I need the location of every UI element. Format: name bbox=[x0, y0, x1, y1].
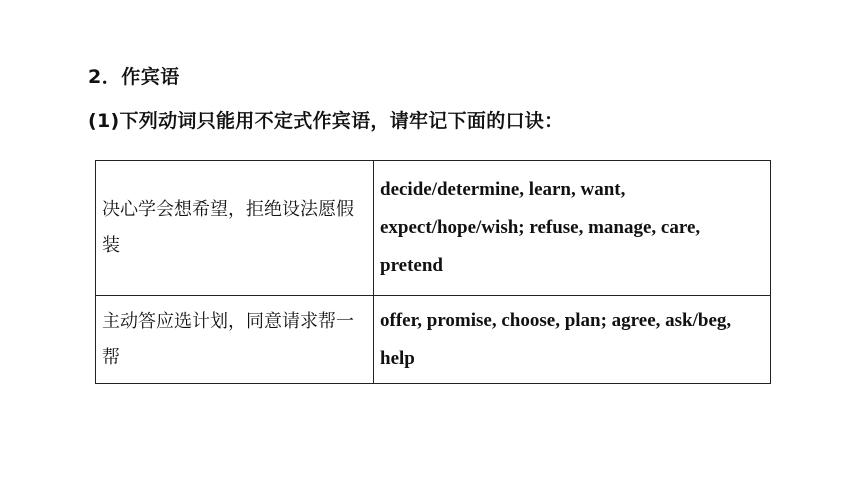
section-heading: 2．作宾语 bbox=[88, 66, 180, 88]
verb-mnemonic-table bbox=[95, 160, 771, 384]
section-subheading: (1)下列动词只能用不定式作宾语，请牢记下面的口诀： bbox=[88, 110, 564, 132]
table-row bbox=[96, 296, 771, 384]
mnemonic-cell: 决心学会想希望，拒绝设法愿假装 bbox=[96, 161, 374, 296]
verbs-cell: decide/determine, learn, want, expect/hope/wish; refuse, manage, care, pretend bbox=[374, 161, 771, 296]
verbs-cell: offer, promise, choose, plan; agree, ask/beg, help bbox=[374, 296, 771, 384]
mnemonic-cell: 主动答应选计划，同意请求帮一帮 bbox=[96, 296, 374, 384]
table-row bbox=[96, 161, 771, 296]
